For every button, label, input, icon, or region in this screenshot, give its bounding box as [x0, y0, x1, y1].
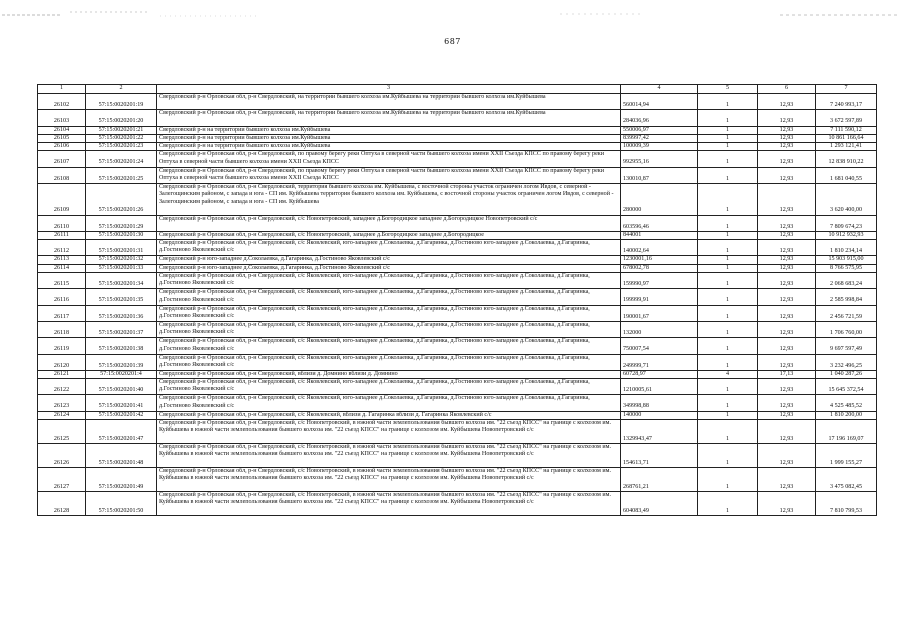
area-cell: 349998,88 [621, 395, 698, 411]
cadastral-value-cell: 10 861 166,64 [816, 134, 877, 142]
rate-cell: 12,93 [758, 492, 816, 516]
table-row [38, 420, 877, 444]
area-cell: 844001 [621, 231, 698, 239]
table-row [38, 151, 877, 167]
table-row [38, 354, 877, 370]
table-header-row [38, 85, 877, 94]
location-description-cell: Свердловский р-н Орловская обл, р-н Свердловский, с/с Новопетровский, в южной части землепользования бывшего колхоза им. "22 съезд КПСС" на границе с колхозом им. Куйбышева в южной части землепользования бывшего колхоза им. "22 съезд КПСС" на границе с колхозом им. Куйбышева Новопетровский с/с [157, 492, 621, 516]
rate-cell: 12,93 [758, 184, 816, 216]
row-number-cell: 26109 [38, 184, 86, 216]
cadastral-value-cell: 1 681 040,55 [816, 167, 877, 183]
area-cell: 560014,94 [621, 94, 698, 110]
category-code-cell: 1 [698, 215, 758, 231]
cadastral-number-cell: 57:15:0020201:42 [86, 411, 157, 419]
category-code-cell: 1 [698, 240, 758, 256]
table-row [38, 444, 877, 468]
location-description-cell: Свердловский р-н на территории бывшего колхоза им.Куйбышева [157, 143, 621, 151]
category-code-cell: 1 [698, 126, 758, 134]
column-header: 1 [38, 85, 86, 94]
area-cell: 550006,97 [621, 126, 698, 134]
location-description-cell: Свердловский р-н Орловская обл, р-н Свердловский, с/с Яковлевский, юго-западнее д.Соколаевка, д.Гагаринка, д.Гостиново юго-западнее д.Соколаевка, д.Гагаринка, д.Гостиново Яковлевский с/с [157, 240, 621, 256]
location-description-cell: Свердловский р-н Орловская обл, р-н Свердловский, с/с Яковлевский, юго-западнее д.Соколаевка, д.Гагаринка, д.Гостиново юго-западнее д.Соколаевка, д.Гагаринка, д.Гостиново Яковлевский с/с [157, 379, 621, 395]
cadastral-value-cell: 1 999 155,27 [816, 444, 877, 468]
rate-cell: 12,93 [758, 167, 816, 183]
category-code-cell: 1 [698, 379, 758, 395]
category-code-cell: 1 [698, 151, 758, 167]
area-cell: 268761,21 [621, 468, 698, 492]
location-description-cell: Свердловский р-н Орловская обл, р-н Свердловский, с/с Яковлевский, юго-западнее д.Соколаевка, д.Гагаринка, д.Гостиново юго-западнее д.Соколаевка, д.Гагаринка, д.Гостиново Яковлевский с/с [157, 305, 621, 321]
cadastral-number-cell: 57:15:0020201:24 [86, 151, 157, 167]
area-cell: 159990,97 [621, 273, 698, 289]
cadastral-value-cell: 8 766 575,95 [816, 264, 877, 272]
cadastral-number-cell: 57:15:0020201:49 [86, 468, 157, 492]
cadastral-value-cell: 1 810 200,00 [816, 411, 877, 419]
cadastral-number-cell: 57:15:0020201:31 [86, 240, 157, 256]
row-number-cell: 26111 [38, 231, 86, 239]
location-description-cell: Свердловский р-н на территории бывшего колхоза им.Куйбышева [157, 126, 621, 134]
area-cell: 1329943,47 [621, 420, 698, 444]
rate-cell: 12,93 [758, 110, 816, 126]
table-row [38, 215, 877, 231]
area-cell: 154613,71 [621, 444, 698, 468]
row-number-cell: 26128 [38, 492, 86, 516]
category-code-cell: 1 [698, 273, 758, 289]
rate-cell: 12,93 [758, 151, 816, 167]
cadastral-value-cell: 17 196 169,07 [816, 420, 877, 444]
rate-cell: 12,93 [758, 126, 816, 134]
scan-artifact-marks [0, 6, 905, 20]
area-cell: 284036,96 [621, 110, 698, 126]
row-number-cell: 26127 [38, 468, 86, 492]
cadastral-number-cell: 57:15:0020201:38 [86, 338, 157, 354]
cadastral-number-cell: 57:15:0020201:25 [86, 167, 157, 183]
cadastral-value-cell: 15 645 372,54 [816, 379, 877, 395]
table-row [38, 321, 877, 337]
rate-cell: 12,93 [758, 94, 816, 110]
category-code-cell: 1 [698, 94, 758, 110]
rate-cell: 12,93 [758, 215, 816, 231]
row-number-cell: 26122 [38, 379, 86, 395]
cadastral-value-cell: 2 585 998,84 [816, 289, 877, 305]
area-cell: 130010,87 [621, 167, 698, 183]
rate-cell: 12,93 [758, 264, 816, 272]
column-header: 4 [621, 85, 698, 94]
table-row [38, 264, 877, 272]
table-row [38, 134, 877, 142]
rate-cell: 12,93 [758, 240, 816, 256]
cadastral-value-cell: 3 475 082,45 [816, 468, 877, 492]
category-code-cell: 4 [698, 370, 758, 378]
row-number-cell: 26118 [38, 321, 86, 337]
rate-cell: 12,93 [758, 321, 816, 337]
rate-cell: 12,93 [758, 420, 816, 444]
area-cell: 750007,54 [621, 338, 698, 354]
cadastral-number-cell: 57:15:0020201:22 [86, 134, 157, 142]
cadastral-value-cell: 7 809 674,23 [816, 215, 877, 231]
location-description-cell: Свердловский р-н юго-западнее д.Соколаевка, д.Гагаринка, д.Гостиново Яковлевский с/с [157, 256, 621, 264]
row-number-cell: 26104 [38, 126, 86, 134]
cadastral-value-cell: 7 810 799,53 [816, 492, 877, 516]
rate-cell: 12,93 [758, 395, 816, 411]
table-row [38, 184, 877, 216]
row-number-cell: 26123 [38, 395, 86, 411]
category-code-cell: 1 [698, 184, 758, 216]
table-row [38, 411, 877, 419]
table-row [38, 167, 877, 183]
table-row [38, 256, 877, 264]
category-code-cell: 1 [698, 264, 758, 272]
location-description-cell: Свердловский р-н Орловская обл, р-н Свердловский, с/с Яковлевский, юго-западнее д.Соколаевка, д.Гагаринка, д.Гостиново юго-западнее д.Соколаевка, д.Гагаринка, д.Гостиново Яковлевский с/с [157, 273, 621, 289]
category-code-cell: 1 [698, 354, 758, 370]
location-description-cell: Свердловский р-н Орловская обл, р-н Свердловский, территория бывшего колхоза им. Куйбышева, с восточной стороны участок ограничен логом Ивдов, с северной - Залегощинским районом, с запада и юга - СП им. Куйбышева территория бывшего колхоза им. Куйбышева, с восточной стороны участок ограничен логом Ивдов, с северной - Залегощинским районом, с запада и юга - СП им. Куйбышева [157, 184, 621, 216]
area-cell: 140000 [621, 411, 698, 419]
cadastral-number-cell: 57:15:0020201:20 [86, 110, 157, 126]
row-number-cell: 26106 [38, 143, 86, 151]
rate-cell: 12,93 [758, 468, 816, 492]
cadastral-value-cell: 2 068 683,24 [816, 273, 877, 289]
table-row [38, 395, 877, 411]
cadastral-number-cell: 57:15:0020201:29 [86, 215, 157, 231]
table-row [38, 338, 877, 354]
category-code-cell: 1 [698, 110, 758, 126]
rate-cell: 17,13 [758, 370, 816, 378]
row-number-cell: 26115 [38, 273, 86, 289]
area-cell: 603596,46 [621, 215, 698, 231]
area-cell: 249999,71 [621, 354, 698, 370]
category-code-cell: 1 [698, 134, 758, 142]
rate-cell: 12,93 [758, 231, 816, 239]
row-number-cell: 26120 [38, 354, 86, 370]
location-description-cell: Свердловский р-н Орловская обл, р-н Свердловский, с/с Яковлевский, юго-западнее д.Соколаевка, д.Гагаринка, д.Гостиново юго-западнее д.Соколаевка, д.Гагаринка, д.Гостиново Яковлевский с/с [157, 289, 621, 305]
cadastral-value-cell: 3 672 597,89 [816, 110, 877, 126]
cadastral-value-cell: 1 040 287,26 [816, 370, 877, 378]
area-cell: 678002,78 [621, 264, 698, 272]
location-description-cell: Свердловский р-н на территории бывшего колхоза им.Куйбышева [157, 134, 621, 142]
cadastral-value-cell: 3 232 496,25 [816, 354, 877, 370]
rate-cell: 12,93 [758, 444, 816, 468]
cadastral-value-cell: 10 912 932,93 [816, 231, 877, 239]
cadastral-number-cell: 57:15:0020201:33 [86, 264, 157, 272]
rate-cell: 12,93 [758, 379, 816, 395]
location-description-cell: Свердловский р-н Орловская обл, р-н Свердловский, по правому берегу реки Оптуха в северной части бывшего колхоза имени XXII Съезда КПСС по правому берегу реки Оптуха в северной части бывшего колхоза имени XXII Съезда КПСС [157, 151, 621, 167]
cadastral-value-cell: 15 903 915,00 [816, 256, 877, 264]
cadastral-number-cell: 57:15:0020201:23 [86, 143, 157, 151]
rate-cell: 12,93 [758, 143, 816, 151]
cadastral-number-cell: 57:15:0020201:40 [86, 379, 157, 395]
cadastral-value-cell: 7 111 590,12 [816, 126, 877, 134]
row-number-cell: 26124 [38, 411, 86, 419]
cadastral-number-cell: 57:15:0020201:50 [86, 492, 157, 516]
category-code-cell: 1 [698, 256, 758, 264]
cadastral-value-cell: 7 240 993,17 [816, 94, 877, 110]
area-cell: 140002,64 [621, 240, 698, 256]
table-row [38, 231, 877, 239]
row-number-cell: 26119 [38, 338, 86, 354]
area-cell: 604083,49 [621, 492, 698, 516]
category-code-cell: 1 [698, 231, 758, 239]
location-description-cell: Свердловский р-н Орловская обл, р-н Свердловский, с/с Яковлевский, юго-западнее д.Соколаевка, д.Гагаринка, д.Гостиново юго-западнее д.Соколаевка, д.Гагаринка, д.Гостиново Яковлевский с/с [157, 395, 621, 411]
area-cell: 132000 [621, 321, 698, 337]
column-header: 5 [698, 85, 758, 94]
area-cell: 992955,16 [621, 151, 698, 167]
cadastral-number-cell: 57:15:0020201:36 [86, 305, 157, 321]
row-number-cell: 26110 [38, 215, 86, 231]
rate-cell: 12,93 [758, 256, 816, 264]
cadastral-value-cell: 4 525 485,52 [816, 395, 877, 411]
category-code-cell: 1 [698, 338, 758, 354]
area-cell: 60728,97 [621, 370, 698, 378]
cadastral-number-cell: 57:15:0020201:21 [86, 126, 157, 134]
rate-cell: 12,93 [758, 289, 816, 305]
category-code-cell: 1 [698, 321, 758, 337]
category-code-cell: 1 [698, 143, 758, 151]
cadastral-value-cell: 12 838 910,22 [816, 151, 877, 167]
rate-cell: 12,93 [758, 354, 816, 370]
location-description-cell: Свердловский р-н Орловская обл, р-н Свердловский, с/с Новопетровский, западнее д.Богородицкое западнее д.Богородицкое Новопетровский с/с [157, 215, 621, 231]
cadastral-number-cell: 57:15:0020201:19 [86, 94, 157, 110]
row-number-cell: 26126 [38, 444, 86, 468]
location-description-cell: Свердловский р-н Орловская обл, р-н Свердловский, с/с Новопетровский, в южной части землепользования бывшего колхоза им. "22 съезд КПСС" на границе с колхозом им. Куйбышева в южной части землепользования бывшего колхоза им. "22 съезд КПСС" на границе с колхозом им. Куйбышева Новопетровский с/с [157, 420, 621, 444]
column-header: 7 [816, 85, 877, 94]
cadastral-number-cell: 57:15:0020201:41 [86, 395, 157, 411]
row-number-cell: 26112 [38, 240, 86, 256]
rate-cell: 12,93 [758, 338, 816, 354]
row-number-cell: 26117 [38, 305, 86, 321]
category-code-cell: 1 [698, 305, 758, 321]
area-cell: 100009,39 [621, 143, 698, 151]
table-row [38, 492, 877, 516]
location-description-cell: Свердловский р-н Орловская обл, р-н Свердловский, с/с Яковлевский, юго-западнее д.Соколаевка, д.Гагаринка, д.Гостиново юго-западнее д.Соколаевка, д.Гагаринка, д.Гостиново Яковлевский с/с [157, 354, 621, 370]
table-row [38, 143, 877, 151]
category-code-cell: 1 [698, 411, 758, 419]
table-row [38, 240, 877, 256]
column-header: 2 [86, 85, 157, 94]
row-number-cell: 26121 [38, 370, 86, 378]
cadastral-value-cell: 1 706 760,00 [816, 321, 877, 337]
row-number-cell: 26125 [38, 420, 86, 444]
page-number: 687 [444, 37, 461, 46]
cadastral-number-cell: 57:15:0020201:4 [86, 370, 157, 378]
row-number-cell: 26114 [38, 264, 86, 272]
cadastral-number-cell: 57:15:0020201:32 [86, 256, 157, 264]
cadastral-number-cell: 57:15:0020201:37 [86, 321, 157, 337]
area-cell: 1210005,61 [621, 379, 698, 395]
row-number-cell: 26105 [38, 134, 86, 142]
table-row [38, 110, 877, 126]
location-description-cell: Свердловский р-н Орловская обл, р-н Свердловский, с/с Яковлевский, юго-западнее д.Соколаевка, д.Гагаринка, д.Гостиново юго-западнее д.Соколаевка, д.Гагаринка, д.Гостиново Яковлевский с/с [157, 338, 621, 354]
row-number-cell: 26108 [38, 167, 86, 183]
rate-cell: 12,93 [758, 273, 816, 289]
table-row [38, 289, 877, 305]
location-description-cell: Свердловский р-н Орловская обл, р-н Свердловский, с/с Яковлевский, юго-западнее д.Соколаевка, д.Гагаринка, д.Гостиново юго-западнее д.Соколаевка, д.Гагаринка, д.Гостиново Яковлевский с/с [157, 321, 621, 337]
row-number-cell: 26103 [38, 110, 86, 126]
cadastral-number-cell: 57:15:0020201:34 [86, 273, 157, 289]
row-number-cell: 26116 [38, 289, 86, 305]
table-row [38, 305, 877, 321]
table-row [38, 468, 877, 492]
cadastral-number-cell: 57:15:0020201:48 [86, 444, 157, 468]
table-row [38, 126, 877, 134]
category-code-cell: 1 [698, 289, 758, 305]
cadastral-value-cell: 2 456 721,59 [816, 305, 877, 321]
table-row [38, 94, 877, 110]
location-description-cell: Свердловский р-н юго-западнее д.Соколаевка, д.Гагаринка, д.Гостиново Яковлевский с/с [157, 264, 621, 272]
column-header: 6 [758, 85, 816, 94]
location-description-cell: Свердловский р-н Орловская обл, р-н Свердловский, с/с Яковлевский, вблизи д. Гагаринка вблизи д. Гагаринка Яковлевский с/с [157, 411, 621, 419]
location-description-cell: Свердловский р-н Орловская обл, р-н Свердловский, с/с Новопетровский, в южной части землепользования бывшего колхоза им. "22 съезд КПСС" на границе с колхозом им. Куйбышева в южной части землепользования бывшего колхоза им. "22 съезд КПСС" на границе с колхозом им. Куйбышева Новопетровский с/с [157, 444, 621, 468]
rate-cell: 12,93 [758, 411, 816, 419]
land-plots-table [37, 84, 877, 516]
category-code-cell: 1 [698, 444, 758, 468]
area-cell: 199999,91 [621, 289, 698, 305]
category-code-cell: 1 [698, 395, 758, 411]
location-description-cell: Свердловский р-н Орловская обл, р-н Свердловский, вблизи д. Домнино вблизи д. Домнино [157, 370, 621, 378]
category-code-cell: 1 [698, 420, 758, 444]
rate-cell: 12,93 [758, 305, 816, 321]
category-code-cell: 1 [698, 468, 758, 492]
cadastral-number-cell: 57:15:0020201:30 [86, 231, 157, 239]
location-description-cell: Свердловский р-н Орловская обл, р-н Свердловский, на территории бывшего колхоза им.Куйбышева на территории бывшего колхоза им.Куйбышева [157, 94, 621, 110]
location-description-cell: Свердловский р-н Орловская обл, р-н Свердловский, с/с Новопетровский, в южной части землепользования бывшего колхоза им. "22 съезд КПСС" на границе с колхозом им. Куйбышева в южной части землепользования бывшего колхоза им. "22 съезд КПСС" на границе с колхозом им. Куйбышева Новопетровский с/с [157, 468, 621, 492]
location-description-cell: Свердловский р-н Орловская обл, р-н Свердловский, с/с Новопетровский, западнее д.Богородицкое западнее д.Богородицкое [157, 231, 621, 239]
rate-cell: 12,93 [758, 134, 816, 142]
category-code-cell: 1 [698, 167, 758, 183]
cadastral-number-cell: 57:15:0020201:26 [86, 184, 157, 216]
location-description-cell: Свердловский р-н Орловская обл, р-н Свердловский, по правому берегу реки Оптуха в северной части бывшего колхоза имени XXII Съезда КПСС по правому берегу реки Оптуха в северной части бывшего колхоза имени XXII Съезда КПСС [157, 167, 621, 183]
cadastral-number-cell: 57:15:0020201:35 [86, 289, 157, 305]
area-cell: 1230001,16 [621, 256, 698, 264]
row-number-cell: 26113 [38, 256, 86, 264]
location-description-cell: Свердловский р-н Орловская обл, р-н Свердловский, на территории бывшего колхоза им.Куйбышева на территории бывшего колхоза им.Куйбышева [157, 110, 621, 126]
area-cell: 190001,67 [621, 305, 698, 321]
area-cell: 280000 [621, 184, 698, 216]
table-row [38, 379, 877, 395]
category-code-cell: 1 [698, 492, 758, 516]
table-row [38, 370, 877, 378]
row-number-cell: 26102 [38, 94, 86, 110]
area-cell: 839997,42 [621, 134, 698, 142]
cadastral-value-cell: 1 293 121,41 [816, 143, 877, 151]
cadastral-number-cell: 57:15:0020201:39 [86, 354, 157, 370]
cadastral-value-cell: 3 620 400,00 [816, 184, 877, 216]
table-row [38, 273, 877, 289]
row-number-cell: 26107 [38, 151, 86, 167]
column-header: 3 [157, 85, 621, 94]
cadastral-value-cell: 1 810 234,14 [816, 240, 877, 256]
cadastral-number-cell: 57:15:0020201:47 [86, 420, 157, 444]
cadastral-value-cell: 9 697 597,49 [816, 338, 877, 354]
